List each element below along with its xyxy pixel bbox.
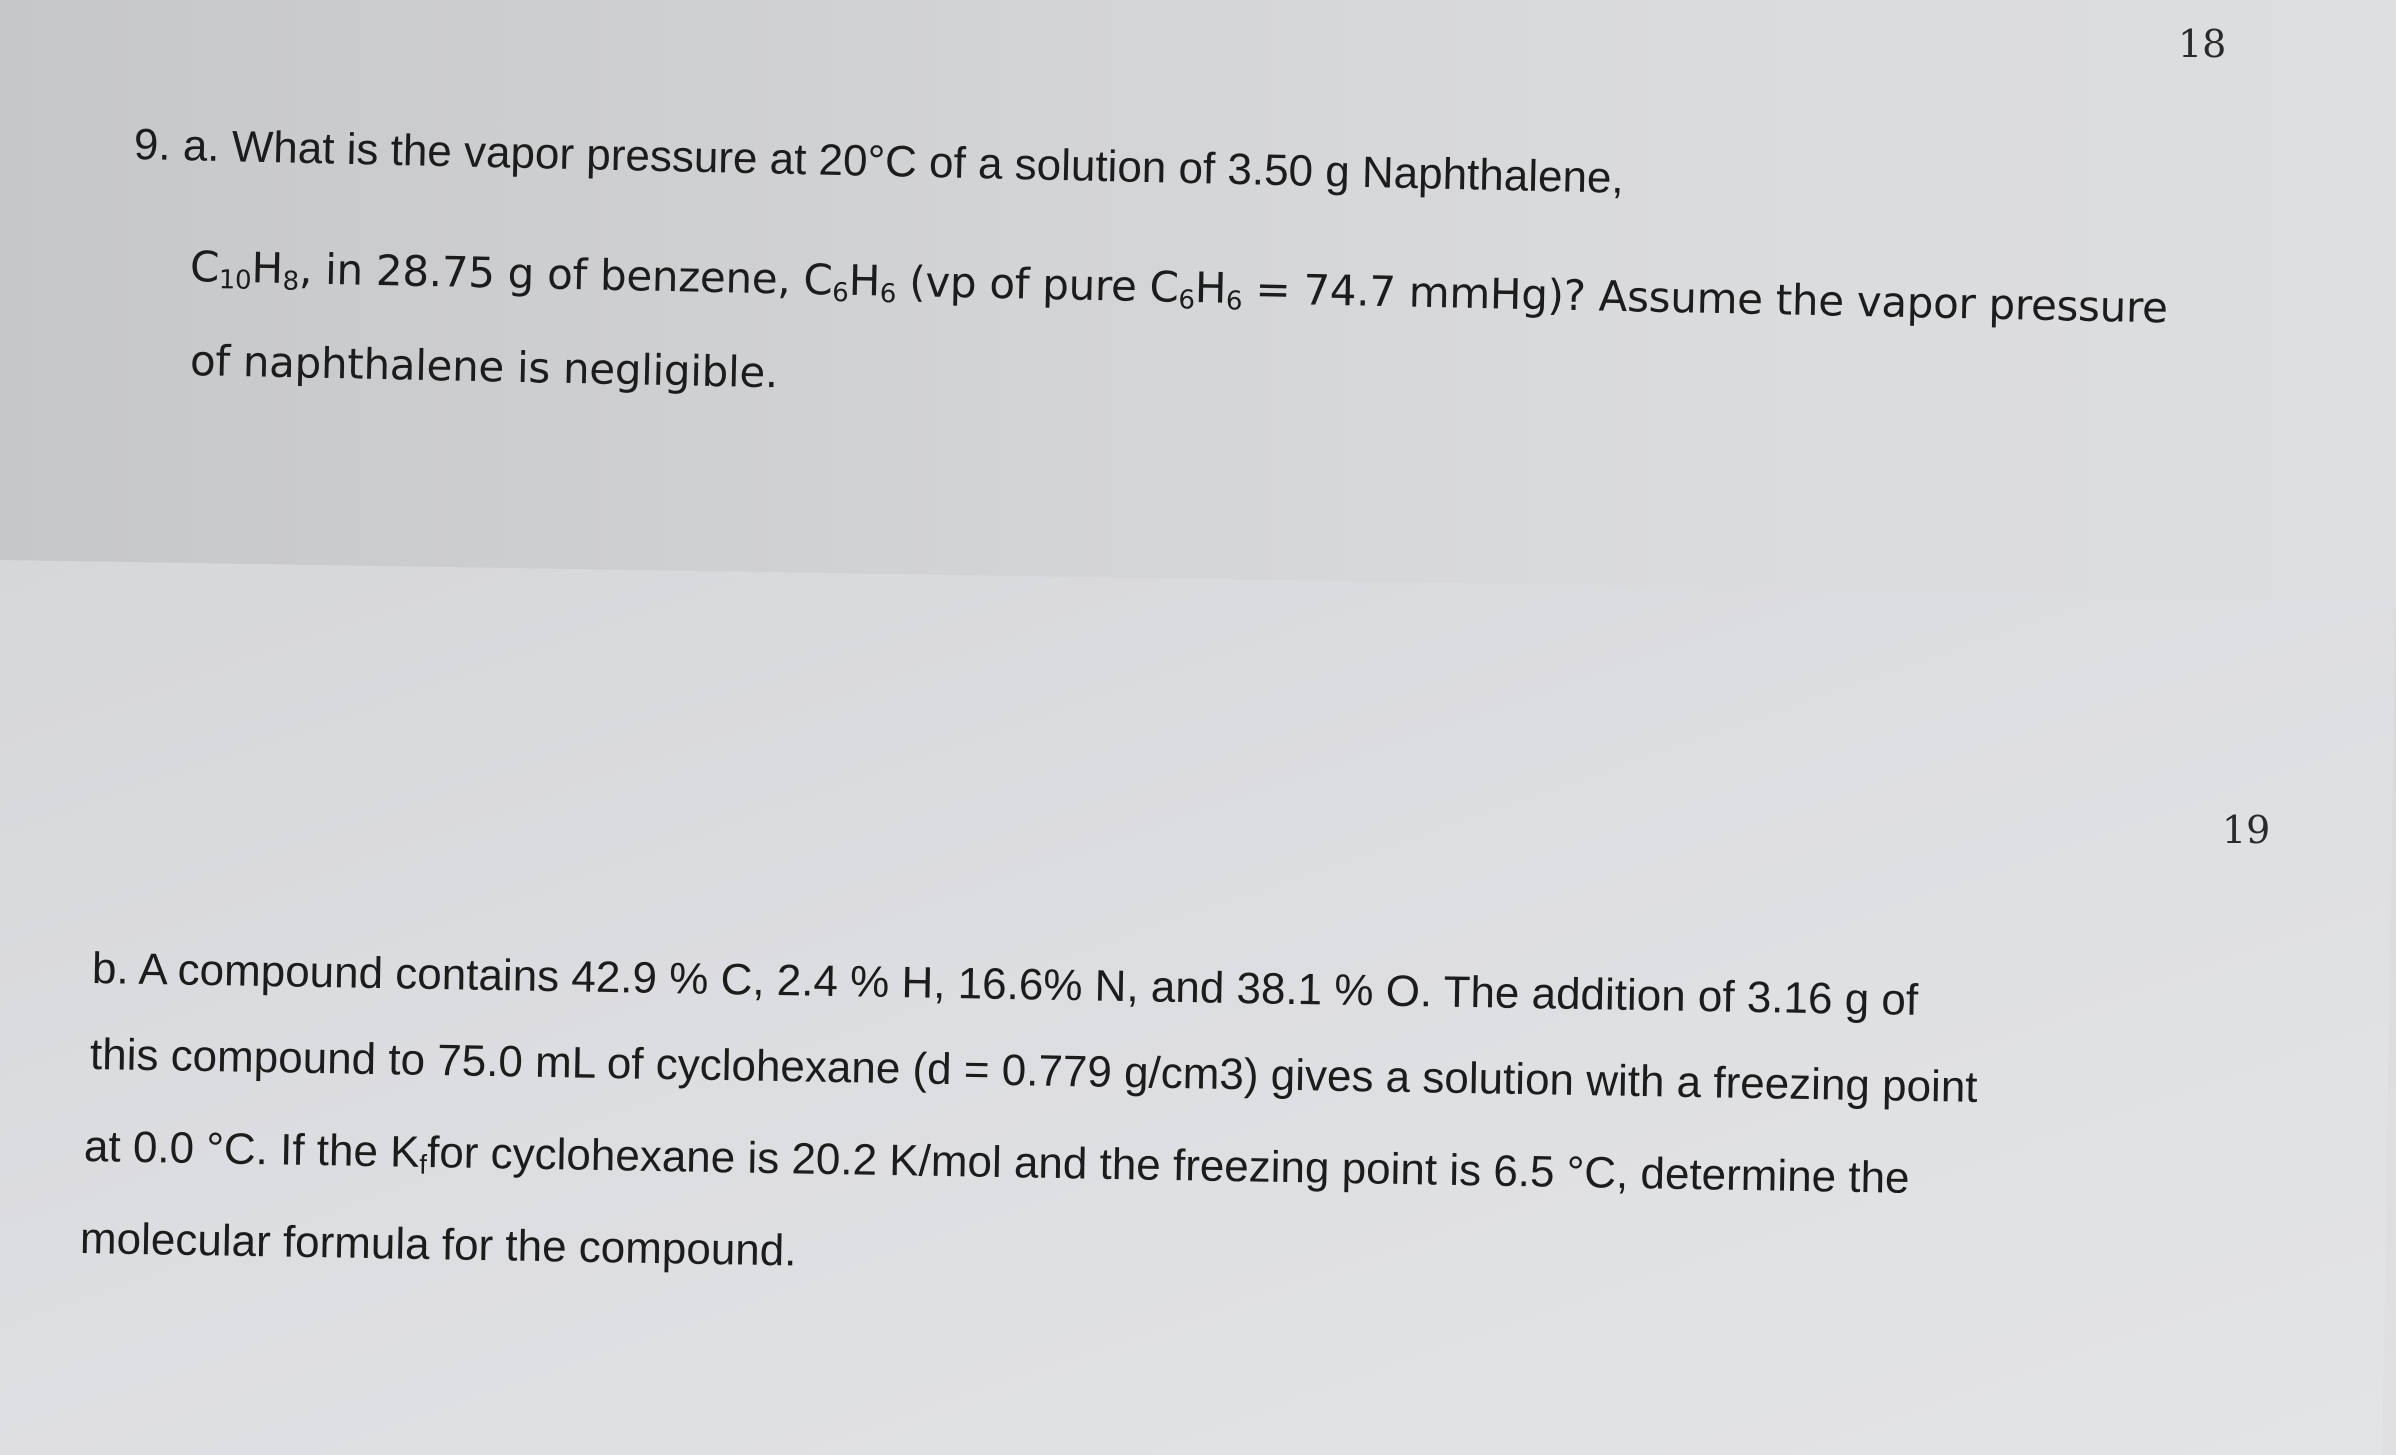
subscript: 6 <box>1225 286 1243 317</box>
question-b-line-4: molecular formula for the compound. <box>79 1214 797 1276</box>
subscript: 8 <box>282 266 300 297</box>
page-number-top: 18 <box>2178 22 2227 66</box>
subscript: 6 <box>879 278 897 310</box>
formula-text: H <box>1194 263 1227 313</box>
question-text: = 74.7 mmHg)? Assume the vapor pressure <box>1241 264 2169 333</box>
subscript: 6 <box>1178 285 1195 316</box>
subscript: 6 <box>831 277 849 309</box>
formula-text: H <box>251 243 284 293</box>
formula-text: H <box>848 255 881 306</box>
question-b-line-2: this compound to 75.0 mL of cyclohexane (d = 0.779 g/cm3) gives a solution with a freezing point <box>89 1030 1978 1112</box>
question-a-line-1: 9. a. What is the vapor pressure at 20°C of a solution of 3.50 g Naphthalene, <box>133 120 1625 203</box>
subscript: f <box>419 1148 428 1180</box>
question-text: (vp of pure C <box>895 256 1180 312</box>
question-a-line-3: of naphthalene is negligible. <box>189 336 779 398</box>
question-text: at 0.0 °C. If the K <box>83 1122 420 1177</box>
page-number-bottom: 19 <box>2222 808 2271 852</box>
formula-text: C <box>189 242 220 292</box>
question-text: , in 28.75 g of benzene, C <box>298 244 834 305</box>
question-text: for cyclohexane is 20.2 K/mol and the freezing point is 6.5 °C, determine the <box>426 1127 1910 1203</box>
subscript: 10 <box>218 265 252 296</box>
question-b-line-1: b. A compound contains 42.9 % C, 2.4 % H, 16.6% N, and 38.1 % O. The addition of 3.16 g of <box>91 944 1919 1025</box>
